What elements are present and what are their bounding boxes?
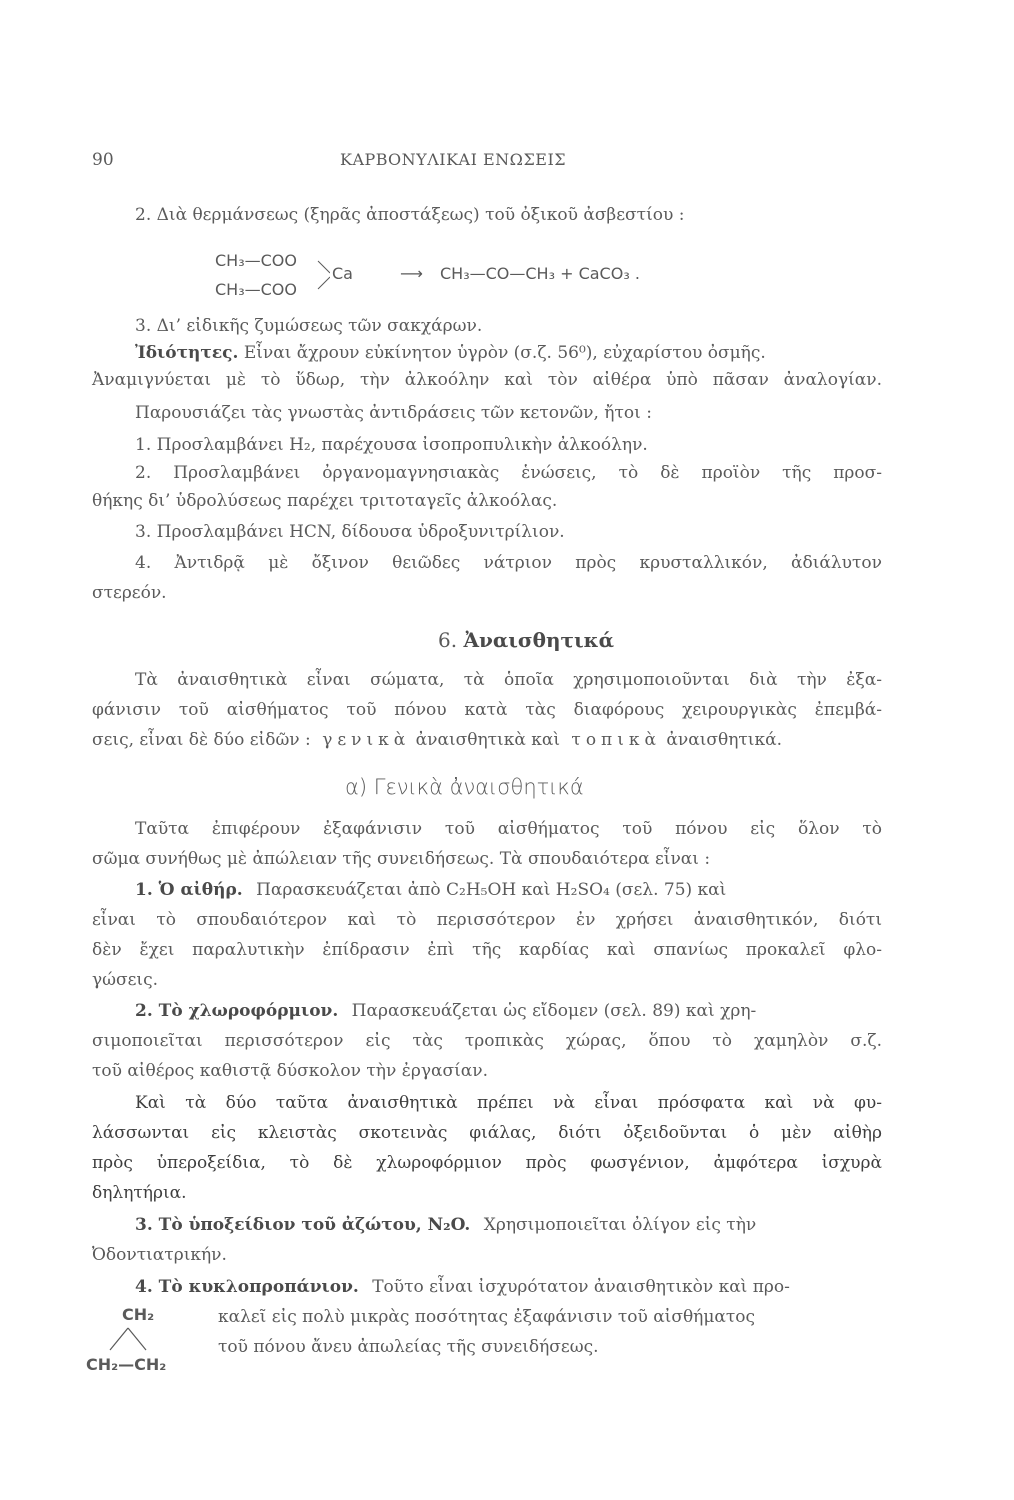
section-6-number: 6. bbox=[438, 628, 458, 652]
ether-line4: γώσεις. bbox=[92, 970, 159, 990]
ether-line3: δὲν ἔχει παραλυτικὴν ἐπίδρασιν ἐπὶ τῆς καρδίας καὶ σπανίως προκαλεῖ φλο- bbox=[92, 940, 882, 960]
n2o-text1: Χρησιμοποιεῖται ὀλίγον εἰς τὴν bbox=[483, 1215, 757, 1235]
chloro-line2: σιμοποιεῖται περισσότερον εἰς τὰς τροπικὰς χώρας, ὅπου τὸ χαμηλὸν σ.ζ. bbox=[92, 1031, 882, 1051]
section-6-p3-mid: ἀναισθητικὰ καὶ bbox=[415, 730, 561, 750]
formula-metal: Ca bbox=[332, 264, 353, 283]
subsection-a-heading: α) Γενικὰ ἀναισθητικά bbox=[345, 775, 584, 799]
reaction-4b: στερεόν. bbox=[92, 583, 167, 603]
prep-item-2: 2. Διὰ θερμάνσεως (ξηρᾶς ἀποστάξεως) τοῦ ὀξικοῦ ἀσβεστίου : bbox=[135, 205, 685, 225]
chloro-text1: Παρασκευάζεται ὡς εἴδομεν (σελ. 89) καὶ χρη- bbox=[351, 1001, 757, 1021]
formula-arrow: ⟶ bbox=[400, 264, 423, 283]
reaction-2b: θήκης δι’ ὑδρολύσεως παρέχει τριτοταγεῖς ἀλκοόλας. bbox=[92, 491, 558, 511]
cyclo-text1: Τοῦτο εἶναι ἰσχυρότατον ἀναισθητικὸν καὶ προ- bbox=[372, 1277, 790, 1297]
section-6-p3-lead: σεις, εἶναι δὲ δύο εἰδῶν : bbox=[92, 730, 311, 750]
formula-bracket-lines bbox=[290, 255, 330, 295]
section-6-p3-end: ἀναισθητικά. bbox=[666, 730, 782, 750]
formula-products: CH₃—CO—CH₃ + CaCO₃ . bbox=[440, 264, 640, 283]
subsection-a-intro1: Ταῦτα ἐπιφέρουν ἐξαφάνισιν τοῦ αἰσθήματος τοῦ πόνου εἰς ὅλον τὸ bbox=[135, 819, 882, 839]
properties-text1: Εἶναι ἄχρουν εὐκίνητον ὑγρὸν (σ.ζ. 56⁰), εὐχαρίστου ὀσμῆς. bbox=[243, 343, 766, 363]
section-6-title: Ἀναισθητικά bbox=[463, 628, 615, 652]
subsection-a-intro2: σῶμα συνήθως μὲ ἀπώλειαν τῆς συνειδήσεως. Τὰ σπουδαιότερα εἶναι : bbox=[92, 849, 711, 869]
n2o-line2: Ὀδοντιατρικήν. bbox=[92, 1245, 227, 1265]
ether-line2: εἶναι τὸ σπουδαιότερον καὶ τὸ περισσότερον ἐν χρήσει ἀναισθητικόν, διότι bbox=[92, 910, 882, 930]
note-line1: Καὶ τὰ δύο ταῦτα ἀναισθητικὰ πρέπει νὰ εἶναι πρόσφατα καὶ νὰ φυ- bbox=[135, 1093, 882, 1113]
section-6-p3-spaced2: τοπικὰ bbox=[571, 730, 662, 750]
n2o-line1 bbox=[135, 1215, 882, 1235]
n2o-label: 3. Τὸ ὑποξείδιον τοῦ ἀζώτου, N₂O. bbox=[135, 1215, 471, 1235]
properties-label: Ἰδιότητες. bbox=[135, 343, 239, 363]
section-6-p1: Τὰ ἀναισθητικὰ εἶναι σώματα, τὰ ὁποῖα χρησιμοποιοῦνται διὰ τὴν ἐξα- bbox=[135, 670, 882, 690]
ether-text1: Παρασκευάζεται ἀπὸ C₂H₅OH καὶ H₂SO₄ (σελ. 75) καὶ bbox=[256, 880, 727, 900]
ring-bonds bbox=[98, 1326, 158, 1354]
ring-bond: — bbox=[118, 1355, 135, 1374]
reaction-3: 3. Προσλαμβάνει HCN, δίδουσα ὑδροξυνιτρίλιον. bbox=[135, 522, 565, 542]
cyclo-line1 bbox=[135, 1277, 882, 1297]
chloro-line1 bbox=[135, 1001, 882, 1021]
ring-bottom bbox=[86, 1355, 166, 1374]
section-6-p3-spaced1: γενικὰ bbox=[322, 730, 411, 750]
section-6-p3 bbox=[92, 730, 782, 750]
note-line3: πρὸς ὑπεροξείδια, τὸ δὲ χλωροφόρμιον πρὸς φωσγένιον, ἀμφότερα ἰσχυρὰ bbox=[92, 1153, 882, 1173]
cyclo-line2: καλεῖ εἰς πολὺ μικρὰς ποσότητας ἐξαφάνισιν τοῦ αἰσθήματος bbox=[218, 1307, 756, 1327]
ether-label: 1. Ὁ αἰθήρ. bbox=[135, 880, 243, 900]
cyclo-line3: τοῦ πόνου ἄνευ ἀπωλείας τῆς συνειδήσεως. bbox=[218, 1337, 599, 1357]
reaction-2a: 2. Προσλαμβάνει ὀργανομαγνησιακὰς ἑνώσεις, τὸ δὲ προϊὸν τῆς προσ- bbox=[135, 463, 882, 483]
reaction-4a: 4. Ἀντιδρᾷ μὲ ὄξινον θειῶδες νάτριον πρὸς κρυσταλλικόν, ἀδιάλυτον bbox=[135, 553, 882, 573]
ring-top: CH₂ bbox=[122, 1305, 155, 1324]
page-number: 90 bbox=[92, 150, 114, 170]
cyclo-label: 4. Τὸ κυκλοπροπάνιον. bbox=[135, 1277, 359, 1297]
section-6-heading bbox=[438, 628, 614, 652]
properties-line1 bbox=[135, 343, 766, 363]
formula-reactant-row1: CH₃—COO bbox=[215, 251, 297, 270]
running-title: ΚΑΡΒΟΝΥΛΙΚΑΙ ΕΝΩΣΕΙΣ bbox=[340, 150, 567, 169]
note-line4: δηλητήρια. bbox=[92, 1183, 187, 1203]
chloro-line3: τοῦ αἰθέρος καθιστᾷ δύσκολον τὴν ἐργασίαν. bbox=[92, 1061, 488, 1081]
ring-right: CH₂ bbox=[134, 1355, 167, 1374]
reaction-1: 1. Προσλαμβάνει H₂, παρέχουσα ἰσοπροπυλικὴν ἀλκοόλην. bbox=[135, 435, 648, 455]
ring-left: CH₂ bbox=[86, 1355, 119, 1374]
ether-line1 bbox=[135, 880, 882, 900]
note-line2: λάσσωνται εἰς κλειστὰς σκοτεινὰς φιάλας, διότι ὀξειδοῦνται ὁ μὲν αἰθὴρ bbox=[92, 1123, 882, 1143]
formula-reactant-row2: CH₃—COO bbox=[215, 280, 297, 299]
prep-item-3: 3. Δι’ εἰδικῆς ζυμώσεως τῶν σακχάρων. bbox=[135, 316, 483, 336]
section-6-p2: φάνισιν τοῦ αἰσθήματος τοῦ πόνου κατὰ τὰς διαφόρους χειρουργικὰς ἐπεμβά- bbox=[92, 700, 882, 720]
properties-line2: Ἀναμιγνύεται μὲ τὸ ὕδωρ, τὴν ἀλκοόλην καὶ τὸν αἰθέρα ὑπὸ πᾶσαν ἀναλογίαν. bbox=[92, 370, 882, 390]
chloro-label: 2. Τὸ χλωροφόρμιον. bbox=[135, 1001, 339, 1021]
properties-line3: Παρουσιάζει τὰς γνωστὰς ἀντιδράσεις τῶν κετονῶν, ἤτοι : bbox=[135, 403, 652, 423]
